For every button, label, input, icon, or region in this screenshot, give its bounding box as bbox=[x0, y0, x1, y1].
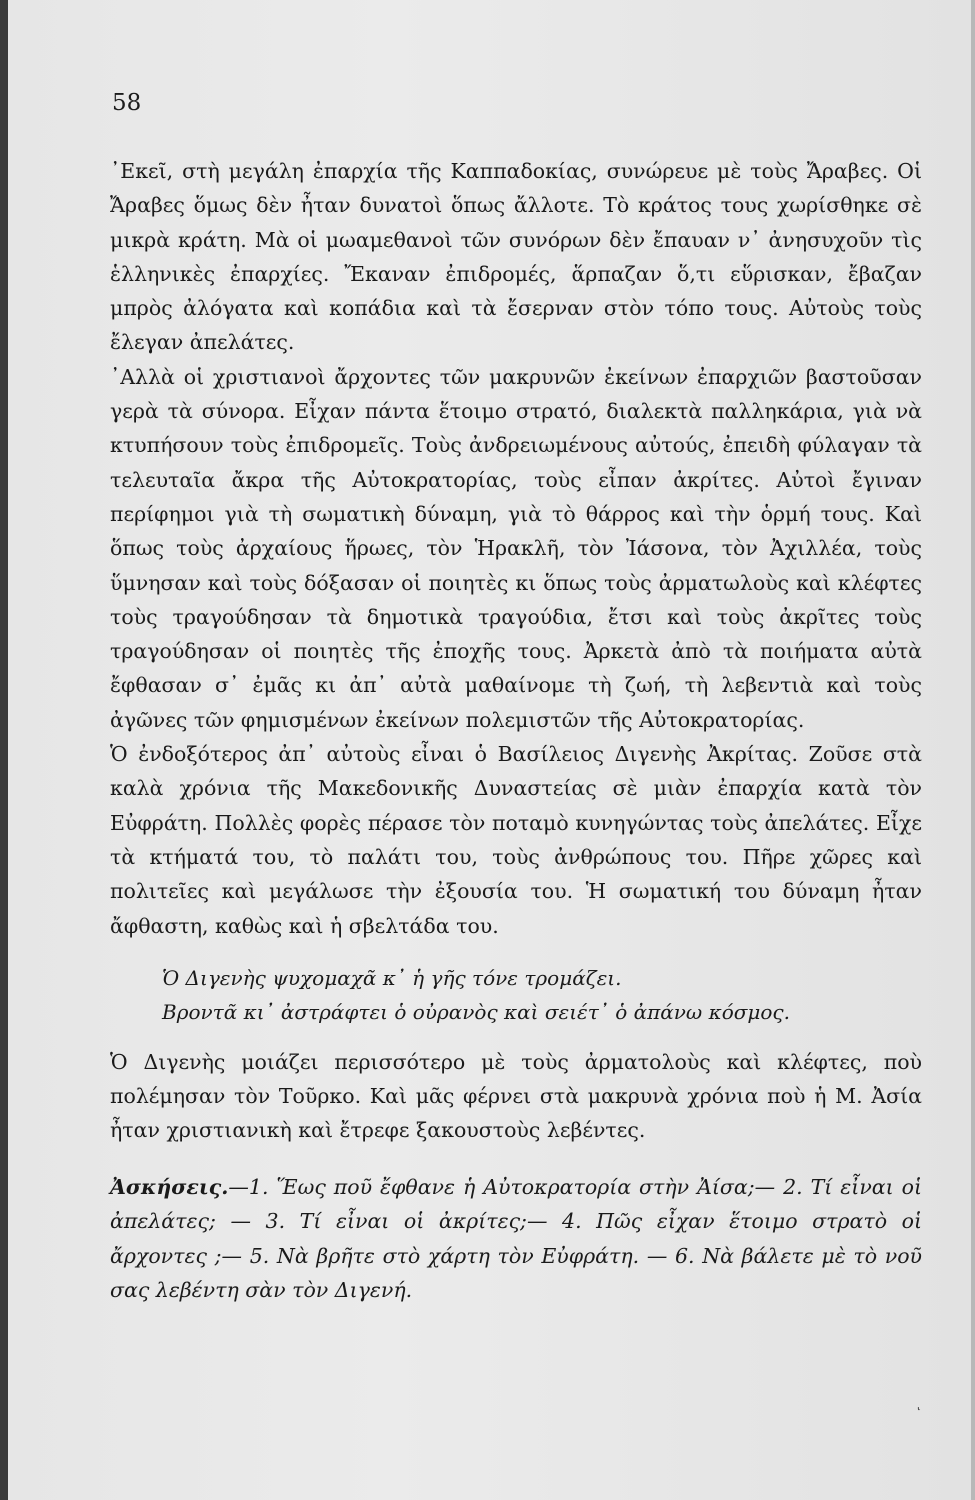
verse-quote bbox=[162, 961, 922, 1029]
verse-line: Ὁ Διγενὴς ψυχομαχᾶ κ᾿ ἡ γῆς τόνε τρομάζει. bbox=[162, 965, 622, 990]
page-binding-edge bbox=[0, 0, 8, 1500]
verse-line: Βροντᾶ κι᾿ ἀστράφτει ὁ οὐρανὸς καὶ σειέτ᾿ ὁ ἀπάνω κόσμος. bbox=[162, 999, 790, 1024]
page-right-edge bbox=[971, 0, 975, 1500]
paragraph-digenis: Ὁ ἐνδοξότερος ἀπ᾿ αὐτοὺς εἶναι ὁ Βασίλειος Διγενὴς Ἀκρίτας. Ζοῦσε στὰ καλὰ χρόνια τῆς Μακεδονικῆς Δυναστείας σὲ μιὰν ἐπαρχία κατὰ τὸν Εὐφράτη. Πολλὲς φορὲς πέρασε τὸν ποταμὸ κυνηγώντας τοὺς ἀπελάτες. Εἶχε τὰ κτήματά του, τὸ παλάτι του, τοὺς ἀνθρώπους του. Πῆρε χῶρες καὶ πολιτεῖες καὶ μεγάλωσε τὴν ἐξουσία του. Ἡ σωματική του δύναμη ἦταν ἄφθαστη, καθὼς καὶ ἡ σβελτάδα του. bbox=[110, 742, 922, 938]
paragraph-closing: Ὁ Διγενὴς μοιάζει περισσότερο μὲ τοὺς ἀρματολοὺς καὶ κλέφτες, ποὺ πολέμησαν τὸν Τοῦρκο. Καὶ μᾶς φέρνει στὰ μακρυνὰ χρόνια ποὺ ἡ Μ. Ἀσία ἦταν χριστιανικὴ καὶ ἔτρεφε ξακουστοὺς λεβέντες. bbox=[110, 1049, 922, 1143]
paragraph-akrites: ᾿Αλλὰ οἱ χριστιανοὶ ἄρχοντες τῶν μακρυνῶν ἐκείνων ἐπαρχιῶν βαστοῦσαν γερὰ τὰ σύνορα. Εἶχαν πάντα ἕτοιμο στρατό, διαλεκτὰ παλληκάρια, γιὰ νὰ κτυπήσουν τοὺς ἐπιδρομεῖς. Τοὺς ἀνδρειωμένους αὐτούς, ἐπειδὴ φύλαγαν τὰ τελευταῖα ἄκρα τῆς Αὐτοκρατορίας, τοὺς εἶπαν ἀκρίτες. Αὐτοὶ ἔγιναν περίφημοι γιὰ τὴ σωματικὴ δύναμη, γιὰ τὸ θάρρος καὶ τὴν ὁρμή τους. Καὶ ὅπως τοὺς ἀρχαίους ἥρωες, τὸν Ἡρακλῆ, τὸν Ἰάσονα, τὸν Ἀχιλλέα, τοὺς ὕμνησαν καὶ τοὺς δόξασαν οἱ ποιητὲς κι ὅπως τοὺς ἀρματωλοὺς καὶ κλέφτες τοὺς τραγούδησαν τὰ δημοτικὰ τραγούδια, ἔτσι καὶ τοὺς ἀκρῖτες τοὺς τραγούδησαν οἱ ποιητὲς τῆς ἐποχῆς τους. Ἀρκετὰ ἀπὸ τὰ ποιήματα αὐτὰ ἔφθασαν σ᾿ ἐμᾶς κι ἀπ᾿ αὐτὰ μαθαίνομε τὴ ζωή, τὴ λεβεντιὰ καὶ τοὺς ἀγῶνες τῶν φημισμένων ἐκείνων πολεμιστῶν τῆς Αὐτοκρατορίας. bbox=[110, 364, 922, 732]
exercises bbox=[110, 1170, 922, 1308]
page-number: 58 bbox=[112, 90, 142, 116]
exercises-heading: Ἀσκήσεις. bbox=[110, 1174, 229, 1199]
page-body bbox=[110, 154, 922, 1308]
exercises-text: —1. Ἕως ποῦ ἔφθανε ἡ Αὐτοκρατορία στὴν Ἀίσα;— 2. Τί εἶναι οἱ ἀπελάτες; — 3. Τί εἶναι οἱ ἀκρίτες;— 4. Πῶς εἶχαν ἕτοιμο στρατὸ οἱ ἄρχοντες ;— 5. Νὰ βρῆτε στὸ χάρτη τὸν Εὐφράτη. — 6. Νὰ βάλετε μὲ τὸ νοῦ σας λεβέντη σὰν τὸν Διγενή. bbox=[110, 1174, 922, 1303]
paragraph-arabs: ᾿Εκεῖ, στὴ μεγάλη ἐπαρχία τῆς Καππαδοκίας, συνώρευε μὲ τοὺς Ἄραβες. Οἱ Ἄραβες ὅμως δὲν ἦταν δυνατοὶ ὅπως ἄλλοτε. Τὸ κράτος τους χωρίσθηκε σὲ μικρὰ κράτη. Μὰ οἱ μωαμεθανοὶ τῶν συνόρων δὲν ἔπαυαν ν᾿ ἀνησυχοῦν τὶς ἑλληνικὲς ἐπαρχίες. Ἔκαναν ἐπιδρομές, ἅρπαζαν ὅ,τι εὕρισκαν, ἔβαζαν μπρὸς ἀλόγατα καὶ κοπάδια καὶ τὰ ἔσερναν στὸν τόπο τους. Αὐτοὺς τοὺς ἔλεγαν ἀπελάτες. bbox=[110, 159, 922, 355]
